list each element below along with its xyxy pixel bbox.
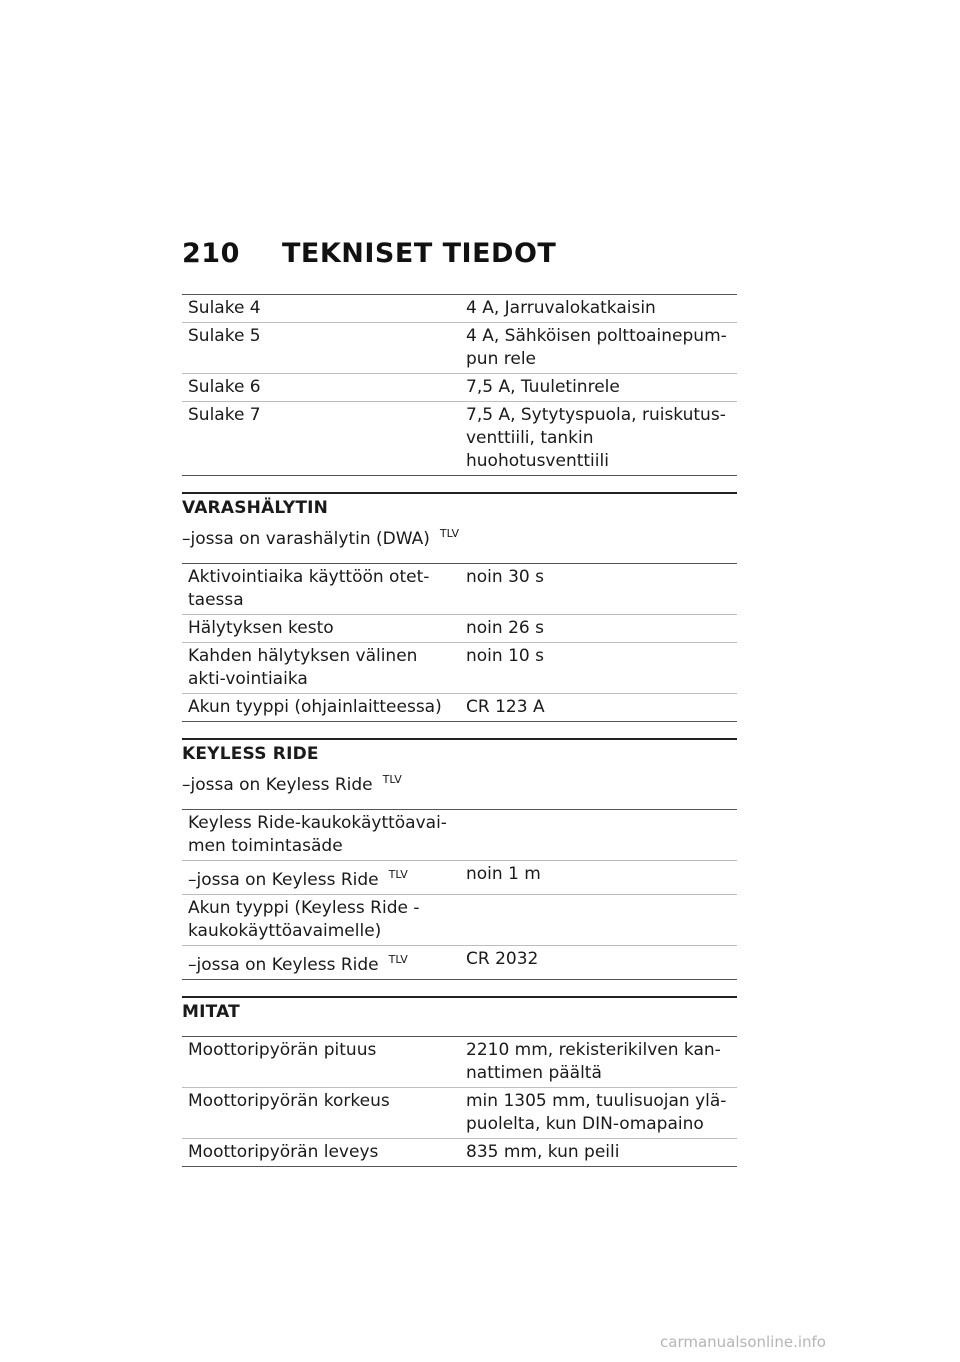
spec-label: Keyless Ride-kaukokäyttöavai-men toimintasäde (182, 810, 460, 861)
spec-label: Sulake 4 (182, 295, 460, 323)
table-row (182, 295, 737, 323)
spec-value: 7,5 A, Sytytyspuola, ruiskutus-venttiili, tankin huohotusventtiili (460, 402, 737, 476)
table-row (182, 374, 737, 402)
spec-value: noin 1 m (460, 861, 737, 895)
table-row (182, 946, 737, 980)
alarm-table (182, 563, 737, 722)
spec-value: 2210 mm, rekisterikilven kan-nattimen päältä (460, 1037, 737, 1088)
section-title: VARASHÄLYTIN (182, 498, 329, 518)
alarm-section (182, 492, 737, 722)
spec-value: CR 123 A (460, 694, 737, 722)
spec-label: Kahden hälytyksen välinen akti-vointiaika (182, 643, 460, 694)
spec-value: noin 30 s (460, 564, 737, 615)
page-header (182, 238, 556, 269)
spec-value (460, 810, 737, 861)
spec-value: 4 A, Sähköisen polttoainepum-pun rele (460, 323, 737, 374)
section-condition (182, 768, 737, 797)
spec-value: noin 10 s (460, 643, 737, 694)
spec-label: Aktivointiaika käyttöön otet-taessa (182, 564, 460, 615)
dimensions-table (182, 1036, 737, 1167)
condition-text: –jossa on Keyless Ride (182, 775, 373, 795)
spec-value: noin 26 s (460, 615, 737, 643)
content (182, 294, 737, 1167)
spec-label: Sulake 7 (182, 402, 460, 476)
spec-label (182, 946, 460, 980)
watermark: carmanualsonline.info (660, 1333, 826, 1351)
table-row (182, 1139, 737, 1167)
table-row (182, 694, 737, 722)
spec-label: Moottoripyörän pituus (182, 1037, 460, 1088)
fuse-table (182, 294, 737, 476)
spec-label: Akun tyyppi (Keyless Ride -kaukokäyttöavaimelle) (182, 895, 460, 946)
tlv-tag: TLV (439, 527, 460, 540)
table-row (182, 1037, 737, 1088)
tlv-tag: TLV (388, 868, 408, 881)
spec-value: 7,5 A, Tuuletinrele (460, 374, 737, 402)
spec-value (460, 895, 737, 946)
table-row (182, 615, 737, 643)
spec-value: 835 mm, kun peili (460, 1139, 737, 1167)
spec-value: 4 A, Jarruvalokatkaisin (460, 295, 737, 323)
spec-label (182, 861, 460, 895)
table-row (182, 810, 737, 861)
section-title: KEYLESS RIDE (182, 744, 319, 764)
dimensions-section (182, 996, 737, 1167)
keyless-table (182, 809, 737, 980)
spec-label: Sulake 6 (182, 374, 460, 402)
table-row (182, 1088, 737, 1139)
spec-label: Moottoripyörän korkeus (182, 1088, 460, 1139)
table-row (182, 643, 737, 694)
spec-value: CR 2032 (460, 946, 737, 980)
tlv-tag: TLV (388, 953, 408, 966)
spec-value: min 1305 mm, tuulisuojan ylä-puolelta, kun DIN-omapaino (460, 1088, 737, 1139)
spec-label: Akun tyyppi (ohjainlaitteessa) (182, 694, 460, 722)
spec-label: Hälytyksen kesto (182, 615, 460, 643)
tlv-tag: TLV (382, 773, 402, 786)
spec-label-text: –jossa on Keyless Ride (188, 955, 379, 975)
spec-label: Sulake 5 (182, 323, 460, 374)
page-number: 210 (182, 238, 240, 269)
section-condition (182, 522, 737, 551)
table-row (182, 564, 737, 615)
table-row (182, 323, 737, 374)
page-title: TEKNISET TIEDOT (282, 238, 557, 269)
keyless-section (182, 738, 737, 980)
table-row (182, 861, 737, 895)
spec-label: Moottoripyörän leveys (182, 1139, 460, 1167)
table-row (182, 895, 737, 946)
section-title: MITAT (182, 1002, 240, 1022)
table-row (182, 402, 737, 476)
condition-text: –jossa on varashälytin (DWA) (182, 529, 430, 549)
spec-label-text: –jossa on Keyless Ride (188, 870, 379, 890)
